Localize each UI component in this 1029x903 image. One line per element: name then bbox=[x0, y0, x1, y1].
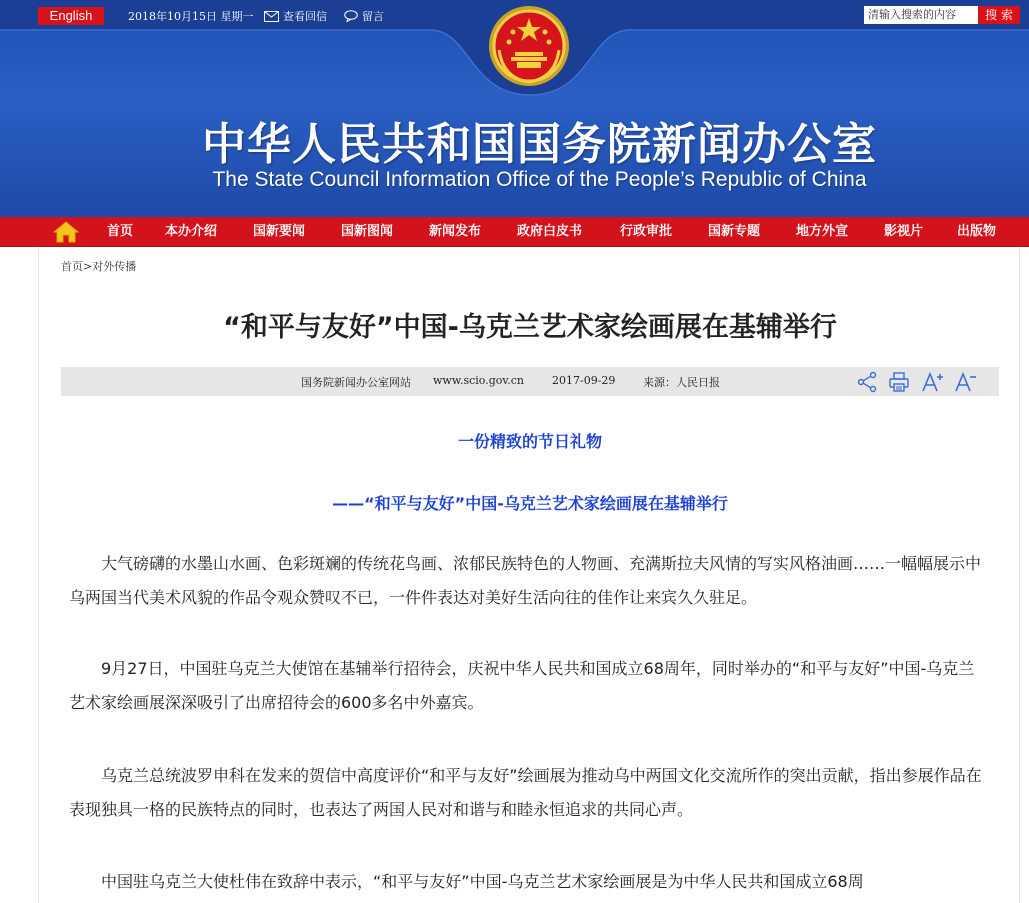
share-icon[interactable] bbox=[856, 371, 878, 393]
nav-item-press-release[interactable]: 新闻发布 bbox=[429, 224, 482, 239]
nav-item-videos[interactable]: 影视片 bbox=[884, 224, 924, 239]
article-meta-bar bbox=[61, 367, 999, 396]
paragraph-text: 中国驻乌克兰大使杜伟在致辞中表示，“和平与友好”中国-乌克兰艺术家绘画展是为中华人民共和国成立68周 bbox=[101, 872, 864, 891]
breadcrumb-home[interactable]: 首页 bbox=[61, 260, 83, 273]
breadcrumb bbox=[61, 258, 136, 274]
font-increase-icon[interactable] bbox=[921, 371, 945, 393]
nav-item-admin-approval[interactable]: 行政审批 bbox=[620, 224, 673, 239]
envelope-icon bbox=[264, 11, 279, 22]
message-link[interactable] bbox=[344, 8, 384, 24]
breadcrumb-section[interactable]: 对外传播 bbox=[92, 260, 137, 273]
breadcrumb-separator: > bbox=[83, 260, 93, 273]
paragraph-text: 乌克兰总统波罗申科在发来的贺信中高度评价“和平与友好”绘画展为推动乌中两国文化交流所作的突出贡献，指出参展作品在表现独具一格的民族特点的同时，也表达了两国人民对和谐与和睦永恒追求的共同心声。 bbox=[69, 766, 982, 819]
site-banner bbox=[0, 0, 1029, 217]
site-title-chinese: 中华人民共和国国务院新闻办公室 bbox=[202, 119, 877, 170]
search-button[interactable]: 搜 索 bbox=[978, 6, 1020, 24]
nav-item-topics[interactable]: 国新专题 bbox=[708, 224, 761, 239]
font-decrease-icon[interactable] bbox=[954, 371, 978, 393]
nav-item-home[interactable]: 首页 bbox=[107, 224, 134, 239]
nav-item-news[interactable]: 国新要闻 bbox=[253, 224, 306, 239]
site-title-english: The State Council Information Office of the People’s Republic of China bbox=[212, 168, 867, 191]
article-paragraph-4 bbox=[69, 865, 989, 899]
article-title: “和平与友好”中国-乌克兰艺术家绘画展在基辅举行 bbox=[223, 312, 837, 343]
article-container bbox=[38, 247, 1020, 903]
meta-source: 来源：人民日报 bbox=[643, 376, 720, 389]
national-emblem-icon bbox=[485, 0, 573, 92]
chat-bubble-icon bbox=[344, 10, 358, 22]
meta-url: www.scio.gov.cn bbox=[433, 374, 525, 387]
meta-site: 国务院新闻办公室网站 bbox=[301, 376, 411, 389]
print-icon[interactable] bbox=[888, 371, 910, 393]
article-paragraph-1 bbox=[69, 547, 989, 615]
article-subhead-2: ——“和平与友好”中国-乌克兰艺术家绘画展在基辅举行 bbox=[332, 494, 728, 513]
main-nav bbox=[0, 217, 1029, 247]
nav-item-white-papers[interactable]: 政府白皮书 bbox=[517, 224, 583, 239]
mail-link[interactable] bbox=[264, 8, 327, 24]
nav-item-about[interactable]: 本办介绍 bbox=[165, 224, 218, 239]
search-input[interactable]: 清输入搜索的内容 bbox=[864, 6, 978, 24]
article-subhead-1: 一份精致的节日礼物 bbox=[457, 432, 602, 451]
paragraph-text: 大气磅礴的水墨山水画、色彩斑斓的传统花鸟画、浓郁民族特色的人物画、充满斯拉夫风情的写实风格油画……一幅幅展示中乌两国当代美术风貌的作品令观众赞叹不已，一件件表达对美好生活向往的佳作让来宾久久驻足。 bbox=[69, 554, 982, 607]
message-link-label: 留言 bbox=[362, 10, 384, 23]
current-date: 2018年10月15日 星期一 bbox=[128, 10, 254, 23]
mail-link-label: 查看回信 bbox=[283, 10, 327, 23]
article-paragraph-2 bbox=[69, 652, 989, 720]
nav-item-publications[interactable]: 出版物 bbox=[957, 224, 997, 239]
nav-item-local-publicity[interactable]: 地方外宣 bbox=[796, 224, 849, 239]
nav-item-photo-news[interactable]: 国新图闻 bbox=[341, 224, 394, 239]
article-paragraph-3 bbox=[69, 759, 989, 827]
paragraph-text: 9月27日，中国驻乌克兰大使馆在基辅举行招待会，庆祝中华人民共和国成立68周年，同时举办的“和平与友好”中国-乌克兰艺术家绘画展深深吸引了出席招待会的600多名中外嘉宾。 bbox=[69, 659, 975, 712]
english-button[interactable]: English bbox=[38, 7, 104, 25]
home-icon[interactable] bbox=[53, 221, 79, 243]
meta-date: 2017-09-29 bbox=[552, 374, 616, 387]
